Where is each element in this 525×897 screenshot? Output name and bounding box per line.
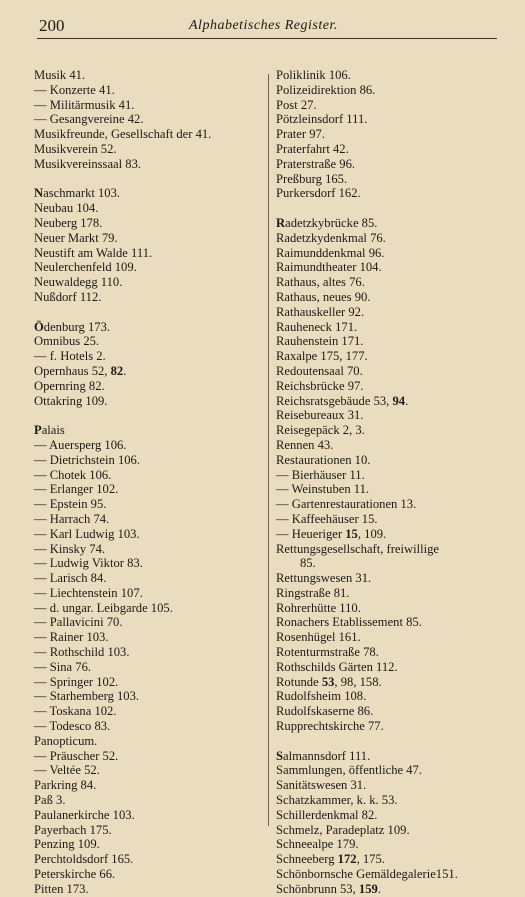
entry-text: Schönbornsche Gemäldegalerie151.	[276, 867, 458, 882]
index-entry	[34, 823, 266, 838]
entry-text: Paulanerkirche 103.	[34, 807, 135, 822]
index-entry	[276, 778, 504, 793]
entry-text: .	[123, 363, 127, 378]
index-entry	[276, 689, 504, 704]
index-entry	[34, 349, 266, 364]
index-entry	[34, 527, 266, 542]
index-entry	[34, 320, 266, 335]
index-entry	[276, 586, 504, 601]
index-entry	[276, 112, 504, 127]
entry-initial: N	[34, 186, 44, 201]
entry-text: Radetzkydenkmal 76.	[276, 230, 386, 245]
entry-text: Ronachers Etablissement 85.	[276, 615, 422, 630]
entry-text: Rauheneck 171.	[276, 319, 358, 334]
page-header	[37, 14, 497, 39]
entry-text: Raimunddenkmal 96.	[276, 245, 385, 260]
index-entry	[34, 157, 266, 172]
entry-text: Payerbach 175.	[34, 822, 112, 837]
entry-text: 85.	[300, 556, 316, 571]
entry-text: .	[377, 881, 381, 896]
entry-text: Rudolfskaserne 86.	[276, 704, 374, 719]
index-entry	[34, 453, 266, 468]
entry-text: Omnibus 25.	[34, 334, 100, 349]
entry-text: Rettungsgesellschaft, freiwillige	[276, 541, 439, 556]
entry-text: alais	[41, 423, 65, 438]
index-entry	[276, 527, 504, 542]
index-entry	[34, 615, 266, 630]
entry-text: denburg 173.	[43, 319, 111, 334]
entry-initial: P	[34, 423, 42, 438]
entry-bold-page: 159	[358, 881, 378, 896]
index-entry	[34, 778, 266, 793]
index-column-left	[34, 68, 266, 897]
index-entry	[34, 793, 266, 808]
entry-text: Paß 3.	[34, 793, 66, 808]
entry-text: Reisebureaux 31.	[276, 408, 364, 423]
entry-text: — Liechtenstein 107.	[34, 585, 143, 600]
entry-text: Rettungswesen 31.	[276, 571, 372, 586]
index-entry	[34, 645, 266, 660]
entry-text: — Ludwig Viktor 83.	[34, 556, 143, 571]
index-entry	[276, 216, 504, 231]
entry-text: adetzkybrücke 85.	[285, 215, 378, 230]
entry-text: Schatzkammer, k. k. 53.	[276, 793, 398, 808]
index-column-right	[276, 68, 504, 897]
index-entry	[34, 98, 266, 113]
index-entry	[34, 882, 266, 897]
index-entry	[34, 630, 266, 645]
index-entry	[34, 142, 266, 157]
entry-text: Sanitätswesen 31.	[276, 778, 367, 793]
entry-text: Redoutensaal 70.	[276, 363, 363, 378]
entry-bold-page: 94	[392, 393, 406, 408]
index-entry	[276, 231, 504, 246]
index-entry	[34, 556, 266, 571]
index-entry	[34, 586, 266, 601]
index-entry	[276, 186, 504, 201]
entry-text: — Dietrichstein 106.	[34, 452, 140, 467]
index-entry	[34, 837, 266, 852]
entry-text: Restaurationen 10.	[276, 452, 371, 467]
entry-text: Poliklinik 106.	[276, 68, 351, 82]
entry-text: — Weinstuben 11.	[276, 482, 370, 497]
entry-text: Reisegepäck 2, 3.	[276, 423, 365, 438]
index-entry	[34, 260, 266, 275]
index-entry	[276, 68, 504, 83]
index-entry	[276, 615, 504, 630]
index-entry	[34, 231, 266, 246]
entry-text: Schneealpe 179.	[276, 837, 359, 852]
entry-text: Panopticum.	[34, 733, 98, 748]
index-entry	[34, 186, 266, 201]
section-gap	[34, 172, 266, 187]
entry-text: Musikfreunde, Gesellschaft der 41.	[34, 127, 212, 142]
index-entry	[34, 675, 266, 690]
index-entry	[276, 512, 504, 527]
entry-text: Polizeidirektion 86.	[276, 82, 376, 97]
index-entry	[276, 630, 504, 645]
entry-text: Rathauskeller 92.	[276, 304, 365, 319]
entry-initial: R	[276, 215, 286, 230]
entry-text: Rosenhügel 161.	[276, 630, 361, 645]
entry-text: Post 27.	[276, 97, 317, 112]
entry-text: Schneeberg	[276, 852, 338, 867]
entry-text: Purkersdorf 162.	[276, 186, 361, 201]
index-entry	[34, 660, 266, 675]
index-entry	[34, 719, 266, 734]
entry-text: Neuberg 178.	[34, 215, 103, 230]
index-entry	[34, 468, 266, 483]
entry-text: — Springer 102.	[34, 674, 119, 689]
entry-text: — Veltée 52.	[34, 763, 100, 778]
entry-text: — Präuscher 52.	[34, 748, 119, 763]
entry-text: Ottakring 109.	[34, 393, 108, 408]
entry-text: Opernring 82.	[34, 378, 105, 393]
entry-text: — Erlanger 102.	[34, 482, 119, 497]
index-entry	[276, 867, 504, 882]
index-entry	[276, 127, 504, 142]
index-entry	[34, 334, 266, 349]
index-entry	[34, 364, 266, 379]
index-entry	[34, 127, 266, 142]
index-entry	[34, 275, 266, 290]
entry-text: , 175.	[356, 852, 385, 867]
entry-text: — Gartenrestaurationen 13.	[276, 497, 417, 512]
entry-text: — Todesco 83.	[34, 719, 111, 734]
index-entry	[34, 112, 266, 127]
entry-initial: Ö	[34, 319, 44, 334]
entry-text: — Harrach 74.	[34, 511, 110, 526]
index-entry	[34, 423, 266, 438]
entry-text: — Karl Ludwig 103.	[34, 526, 140, 541]
entry-bold-page: 15	[345, 526, 358, 541]
index-entry	[34, 290, 266, 305]
running-title: Alphabetisches Register.	[189, 18, 338, 33]
entry-text: Praterstraße 96.	[276, 156, 356, 171]
index-entry	[276, 142, 504, 157]
index-entry	[276, 453, 504, 468]
entry-text: Praterfahrt 42.	[276, 141, 349, 156]
index-entry	[276, 808, 504, 823]
section-gap	[34, 408, 266, 423]
index-entry	[276, 290, 504, 305]
index-entry	[276, 704, 504, 719]
index-entry	[34, 808, 266, 823]
entry-text: Rotenturmstraße 78.	[276, 645, 379, 660]
entry-text: Rotunde	[276, 674, 322, 689]
entry-text: Neuwaldegg 110.	[34, 275, 123, 290]
index-entry	[276, 719, 504, 734]
index-entry	[276, 320, 504, 335]
index-entry	[276, 157, 504, 172]
entry-bold-page: 172	[337, 852, 357, 867]
index-entry	[276, 837, 504, 852]
entry-text: Neuer Markt 79.	[34, 230, 118, 245]
index-entry	[276, 660, 504, 675]
entry-bold-page: 82	[110, 363, 124, 378]
index-entry	[276, 275, 504, 290]
entry-text: , 109.	[357, 526, 387, 541]
entry-initial: S	[276, 748, 284, 763]
index-entry	[276, 823, 504, 838]
index-entry	[34, 852, 266, 867]
entry-text: Rupprechtskirche 77.	[276, 719, 384, 734]
index-entry	[276, 482, 504, 497]
entry-text: .	[405, 393, 409, 408]
section-gap	[276, 201, 504, 216]
index-entry	[276, 749, 504, 764]
index-entry	[34, 542, 266, 557]
entry-text: Preßburg 165.	[276, 171, 348, 186]
index-entry	[276, 98, 504, 113]
entry-text: — Konzerte 41.	[34, 82, 115, 97]
index-entry	[34, 734, 266, 749]
index-entry	[34, 201, 266, 216]
entry-text: — Starhemberg 103.	[34, 689, 140, 704]
entry-text: aschmarkt 103.	[43, 186, 121, 201]
entry-text: Rauhenstein 171.	[276, 334, 364, 349]
index-entry	[276, 556, 504, 571]
section-gap	[34, 305, 266, 320]
entry-text: Musikvereinssaal 83.	[34, 156, 142, 171]
entry-text: Rathaus, neues 90.	[276, 289, 371, 304]
entry-text: Neubau 104.	[34, 201, 99, 216]
entry-text: almannsdorf 111.	[283, 748, 371, 763]
index-entry	[276, 379, 504, 394]
page-number: 200	[39, 16, 65, 35]
entry-text: — Kinsky 74.	[34, 541, 106, 556]
index-entry	[34, 571, 266, 586]
index-entry	[276, 601, 504, 616]
index-entry	[34, 216, 266, 231]
index-entry	[276, 408, 504, 423]
entry-text: — f. Hotels 2.	[34, 349, 106, 364]
entry-text: — Bierhäuser 11.	[276, 467, 365, 482]
entry-text: Rathaus, altes 76.	[276, 275, 365, 290]
entry-text: Rothschilds Gärten 112.	[276, 659, 398, 674]
entry-text: Rennen 43.	[276, 437, 334, 452]
index-entry	[34, 482, 266, 497]
entry-text: Schillerdenkmal 82.	[276, 807, 378, 822]
index-entry	[276, 497, 504, 512]
index-entry	[276, 394, 504, 409]
entry-text: — d. ungar. Leibgarde 105.	[34, 600, 173, 615]
entry-text: Opernhaus 52,	[34, 363, 111, 378]
entry-text: Sammlungen, öffentliche 47.	[276, 763, 422, 778]
index-entry	[34, 68, 266, 83]
entry-text: — Kaffeehäuser 15.	[276, 511, 378, 526]
index-entry	[276, 645, 504, 660]
index-entry	[276, 468, 504, 483]
index-entry	[276, 172, 504, 187]
index-entry	[276, 763, 504, 778]
entry-text: — Militärmusik 41.	[34, 97, 135, 112]
entry-text: — Pallavicini 70.	[34, 615, 123, 630]
index-entry	[276, 675, 504, 690]
entry-text: Musikverein 52.	[34, 141, 117, 156]
entry-text: — Chotek 106.	[34, 467, 112, 482]
entry-text: , 98, 158.	[334, 674, 382, 689]
index-entry	[34, 246, 266, 261]
index-entry	[276, 542, 504, 557]
entry-text: Reichsratsgebäude 53,	[276, 393, 393, 408]
index-entry	[276, 246, 504, 261]
index-entry	[34, 438, 266, 453]
entry-text: — Sina 76.	[34, 659, 92, 674]
entry-text: Reichsbrücke 97.	[276, 378, 364, 393]
index-entry	[276, 882, 504, 897]
section-gap	[276, 734, 504, 749]
entry-text: Neulerchenfeld 109.	[34, 260, 137, 275]
entry-text: Musik 41.	[34, 68, 86, 82]
entry-text: Rohrerhütte 110.	[276, 600, 361, 615]
index-entry	[276, 260, 504, 275]
index-entry	[276, 571, 504, 586]
entry-text: Neustift am Walde 111.	[34, 245, 153, 260]
entry-text: Peterskirche 66.	[34, 867, 116, 882]
entry-text: — Heueriger	[276, 526, 346, 541]
entry-text: Prater 97.	[276, 127, 325, 142]
entry-text: — Gesangvereine 42.	[34, 112, 144, 127]
index-entry	[34, 867, 266, 882]
entry-text: Ringstraße 81.	[276, 585, 350, 600]
index-entry	[34, 763, 266, 778]
index-entry	[276, 334, 504, 349]
index-entry	[34, 689, 266, 704]
entry-text: Schönbrunn 53,	[276, 881, 359, 896]
entry-text: Raimundtheater 104.	[276, 260, 382, 275]
entry-text: Perchtoldsdorf 165.	[34, 852, 134, 867]
index-entry	[34, 512, 266, 527]
index-entry	[34, 379, 266, 394]
index-entry	[276, 793, 504, 808]
entry-text: — Auersperg 106.	[34, 437, 127, 452]
index-entry	[34, 749, 266, 764]
index-entry	[276, 423, 504, 438]
column-divider	[268, 74, 269, 826]
entry-bold-page: 53	[321, 674, 335, 689]
index-entry	[34, 83, 266, 98]
index-entry	[276, 364, 504, 379]
entry-text: Pötzleinsdorf 111.	[276, 112, 368, 127]
index-entry	[34, 497, 266, 512]
entry-text: — Rothschild 103.	[34, 645, 130, 660]
entry-text: Pitten 173.	[34, 881, 89, 896]
entry-text: Nußdorf 112.	[34, 289, 102, 304]
index-entry	[34, 601, 266, 616]
entry-text: — Epstein 95.	[34, 497, 107, 512]
entry-text: Penzing 109.	[34, 837, 100, 852]
index-entry	[276, 349, 504, 364]
entry-text: — Larisch 84.	[34, 571, 107, 586]
index-entry	[276, 83, 504, 98]
index-entry	[34, 704, 266, 719]
entry-text: — Rainer 103.	[34, 630, 109, 645]
index-entry	[276, 852, 504, 867]
index-entry	[276, 305, 504, 320]
index-entry	[34, 394, 266, 409]
entry-text: — Toskana 102.	[34, 704, 117, 719]
entry-text: Raxalpe 175, 177.	[276, 349, 368, 364]
index-entry	[276, 438, 504, 453]
entry-text: Parkring 84.	[34, 778, 97, 793]
entry-text: Schmelz, Paradeplatz 109.	[276, 822, 410, 837]
entry-text: Rudolfsheim 108.	[276, 689, 367, 704]
